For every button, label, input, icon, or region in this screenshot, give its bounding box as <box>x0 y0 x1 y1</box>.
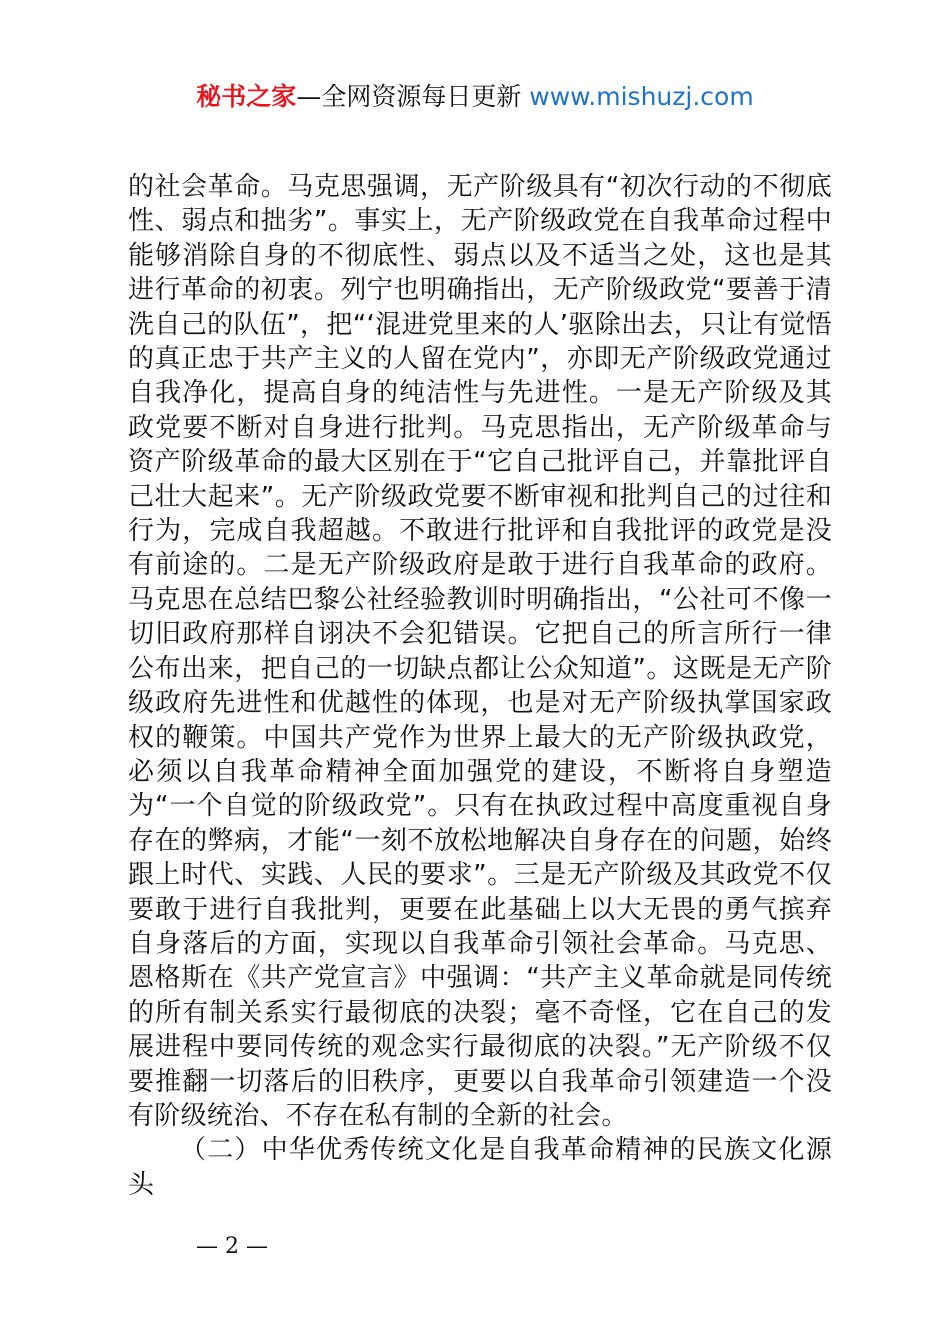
document-body <box>128 170 832 1202</box>
page-number: — 2 — <box>196 1234 268 1259</box>
header-tagline: —全网资源每日更新 <box>296 82 530 111</box>
section-heading: （二）中华优秀传统文化是自我革命精神的民族文化源头 <box>128 1135 832 1200</box>
site-header <box>0 80 950 114</box>
site-url-link[interactable]: www.mishuzj.com <box>529 82 754 111</box>
brand-name: 秘书之家 <box>196 82 297 111</box>
body-paragraph: 的社会革命。马克思强调，无产阶级具有“初次行动的不彻底性、弱点和拙劣”。事实上，无产阶级政党在自我革命过程中能够消除自身的不彻底性、弱点以及不适当之处，这也是其进行革命的初衷。列宁也明确指出，无产阶级政党“要善于清洗自己的队伍”，把“‘混进党里来的人’驱除出去，只让有觉悟的真正忠于共产主义的人留在党内”，亦即无产阶级政党通过自我净化，提高自身的纯洁性与先进性。一是无产阶级及其政党要不断对自身进行批判。马克思指出，无产阶级革命与资产阶级革命的最大区别在于“它自己批评自己，并靠批评自己壮大起来”。无产阶级政党要不断审视和批判自己的过往和行为，完成自我超越。不敢进行批评和自我批评的政党是没有前途的。二是无产阶级政府是敢于进行自我革命的政府。马克思在总结巴黎公社经验教训时明确指出，“公社可不像一切旧政府那样自诩决不会犯错误。它把自己的所言所行一律公布出来，把自己的一切缺点都让公众知道”。这既是无产阶级政府先进性和优越性的体现，也是对无产阶级执掌国家政权的鞭策。中国共产党作为世界上最大的无产阶级执政党，必须以自我革命精神全面加强党的建设，不断将自身塑造为“一个自觉的阶级政党”。只有在执政过程中高度重视自身存在的弊病，才能“一刻不放松地解决自身存在的问题，始终跟上时代、实践、人民的要求”。三是无产阶级及其政党不仅要敢于进行自我批判，更要在此基础上以大无畏的勇气摈弃自身落后的方面，实现以自我革命引领社会革命。马克思、恩格斯在《共产党宣言》中强调：“共产主义革命就是同传统的所有制关系实行最彻底的决裂；毫不奇怪，它在自己的发展进程中要同传统的观念实行最彻底的决裂。”无产阶级不仅要推翻一切落后的旧秩序，更要以自我革命引领建造一个没有阶级统治、不存在私有制的全新的社会。 <box>128 172 832 1131</box>
